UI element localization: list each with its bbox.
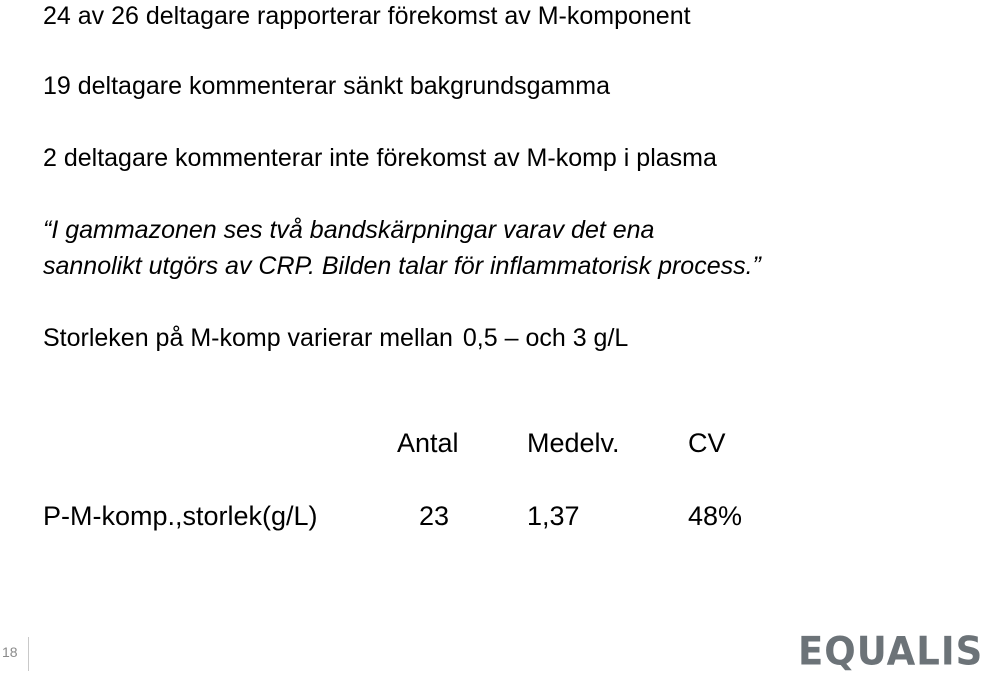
quote-line-1: “I gammazonen ses två bandskärpningar varav det ena	[43, 216, 655, 244]
size-range-values: 0,5 – och 3 g/L	[462, 324, 629, 352]
cell-medelv: 1,37	[527, 501, 580, 531]
row-label: P-M-komp.,storlek(g/L)	[43, 501, 318, 531]
quote-line-2: sannolikt utgörs av CRP. Bilden talar för inflammatorisk process.”	[43, 252, 761, 280]
text-line-size-range	[43, 326, 628, 351]
text-line-no-m-component: 2 deltagare kommenterar inte förekomst av M-komp i plasma	[43, 144, 717, 172]
header-medelv: Medelv.	[527, 428, 620, 458]
text-line-participants-reporting: 24 av 26 deltagare rapporterar förekomst av M-komponent	[43, 2, 691, 30]
size-range-prefix: Storleken på M-komp varierar mellan	[43, 324, 453, 352]
equalis-logo	[798, 628, 983, 674]
page-number: 18	[2, 644, 18, 660]
page-number-divider	[28, 637, 29, 671]
header-cv: CV	[688, 428, 726, 458]
cell-antal: 23	[419, 501, 450, 531]
text-line-background-gamma: 19 deltagare kommenterar sänkt bakgrundsgamma	[43, 72, 610, 100]
logo-text: EQUALIS	[798, 629, 983, 674]
cell-cv: 48%	[688, 501, 743, 531]
header-antal: Antal	[397, 428, 459, 458]
